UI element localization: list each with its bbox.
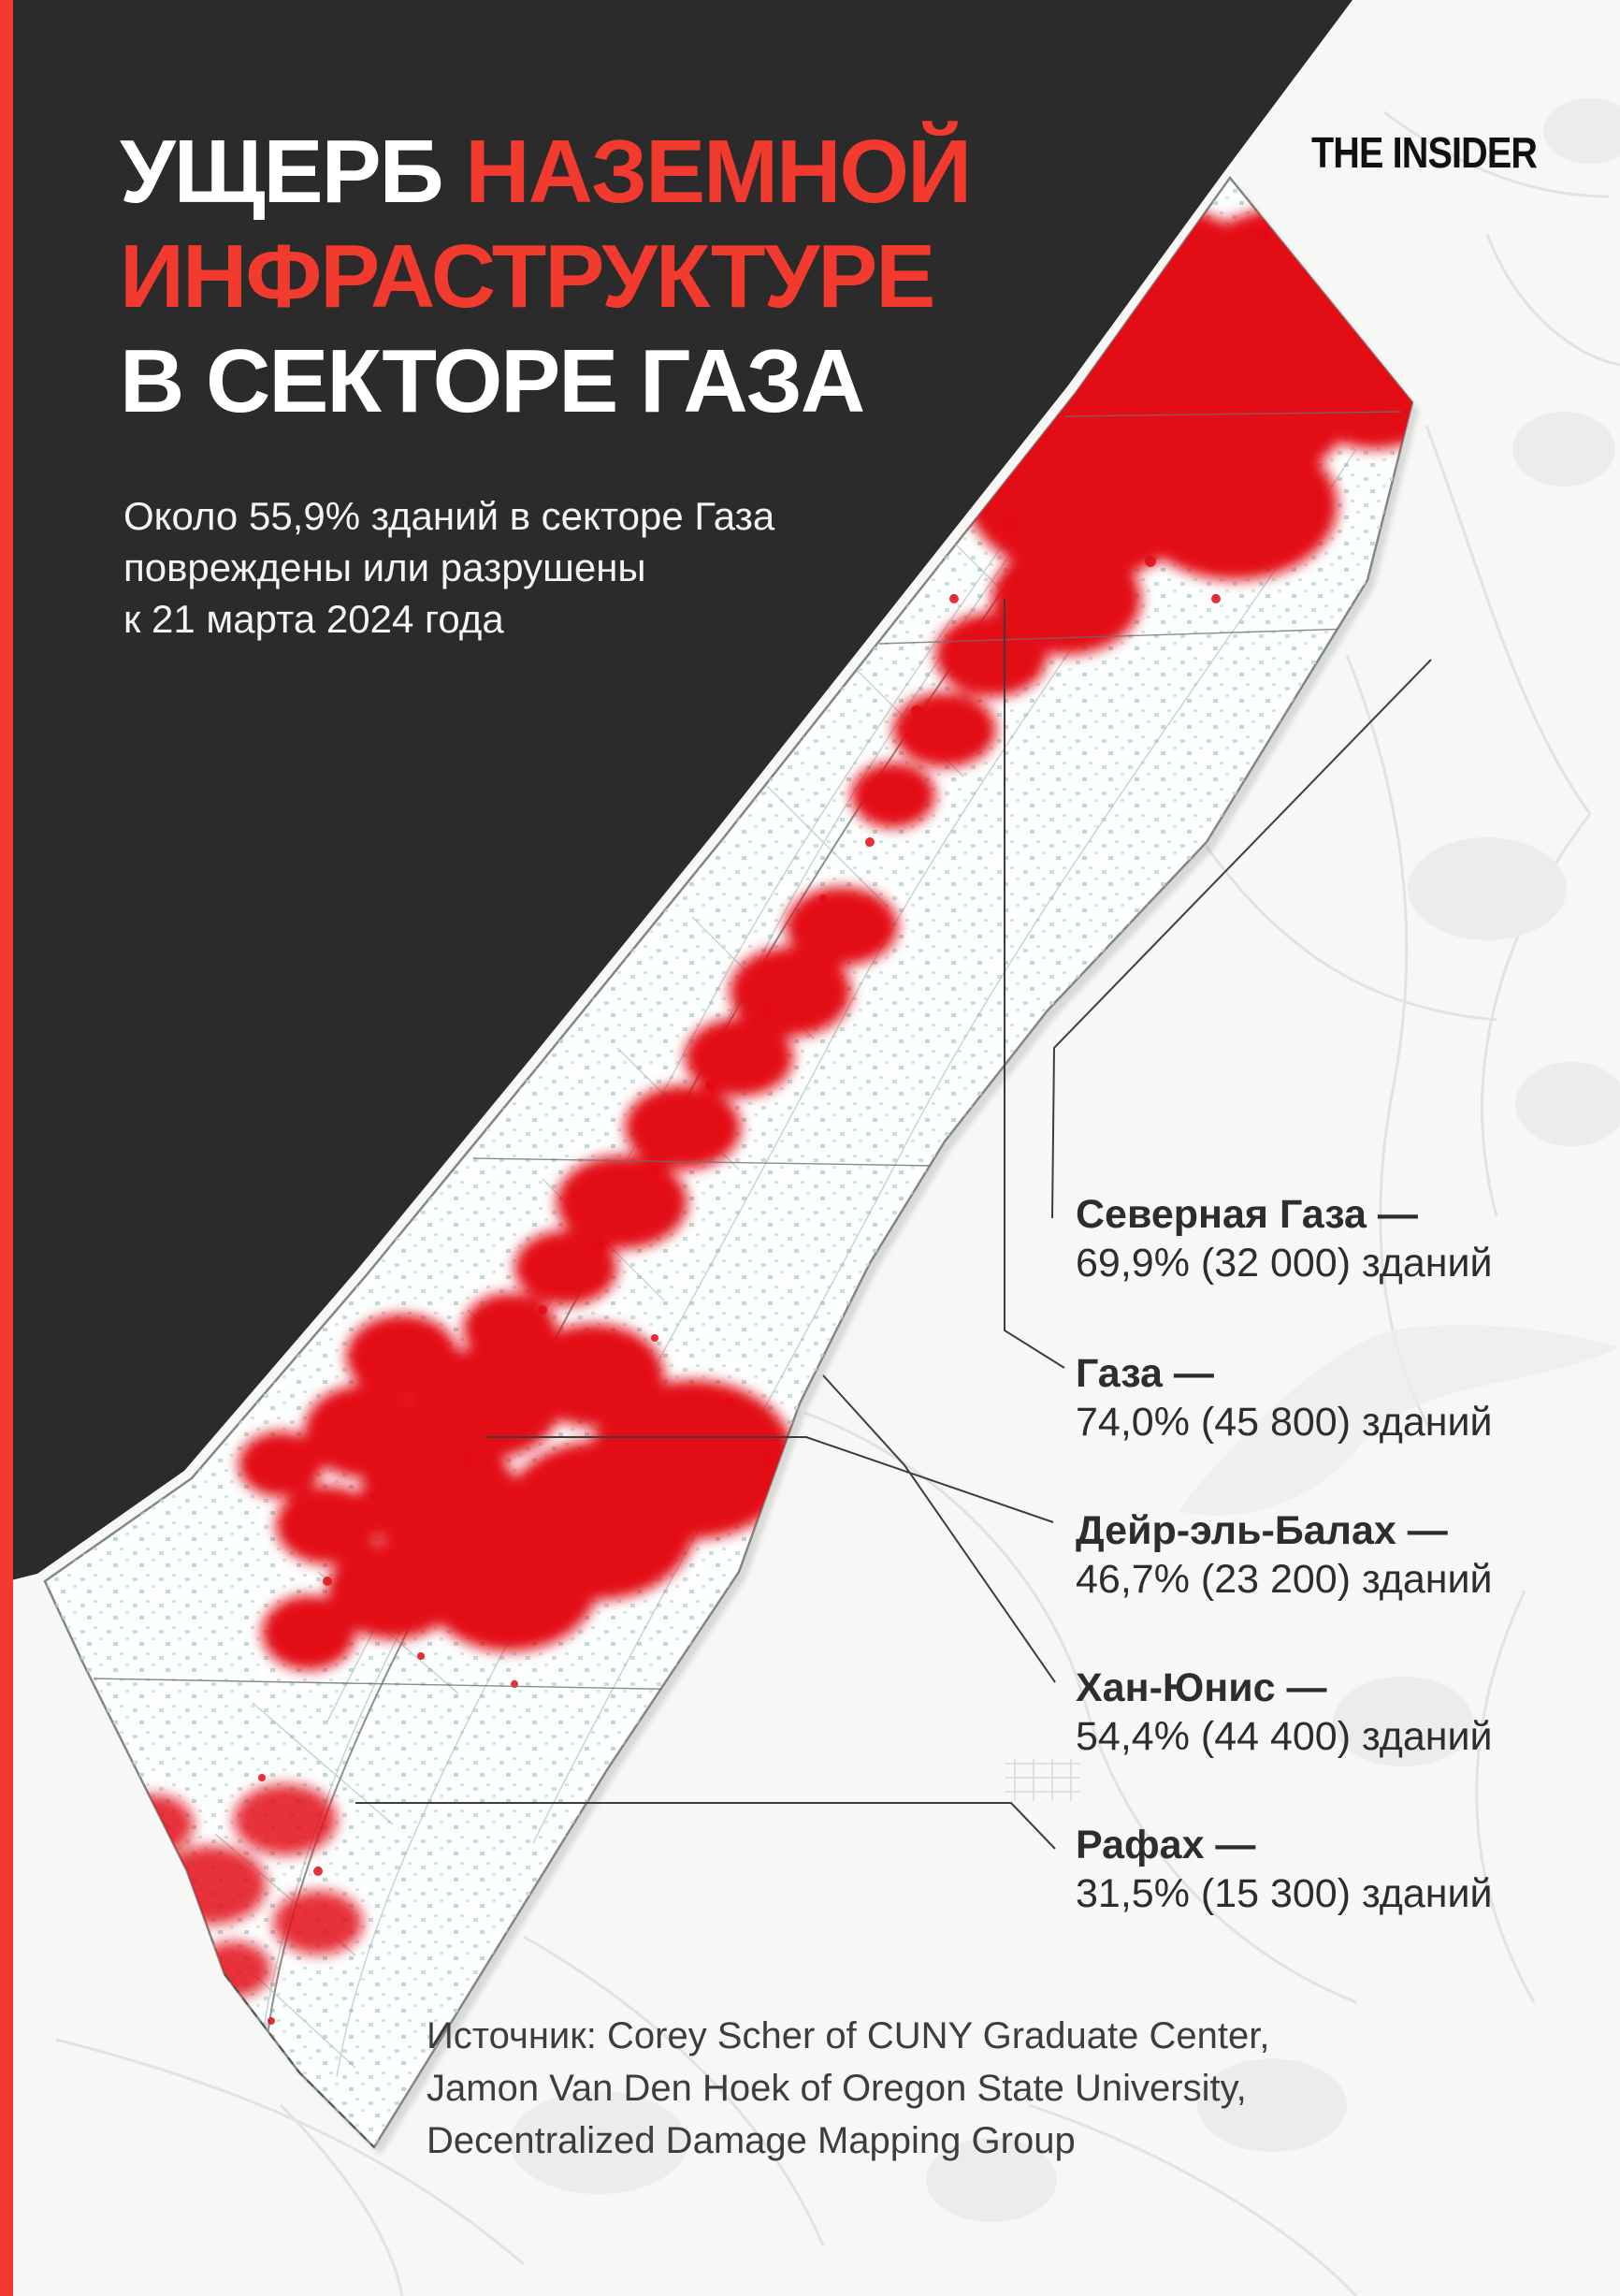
title-line-2: ИНФРАСТРУКТУРЕ	[120, 226, 934, 327]
region-name: Северная Газа —	[1076, 1192, 1418, 1237]
region-label-north-gaza	[1076, 1190, 1493, 1287]
region-stats: 69,9% (32 000) зданий	[1076, 1241, 1493, 1286]
title-word-ground: НАЗЕМНОЙ	[465, 122, 971, 222]
region-stats: 31,5% (15 300) зданий	[1076, 1871, 1493, 1916]
region-name: Газа —	[1076, 1351, 1214, 1396]
subtitle-line-3: к 21 марта 2024 года	[123, 597, 504, 641]
region-label-rafah	[1076, 1821, 1493, 1918]
region-name: Дейр-эль-Балах —	[1076, 1508, 1448, 1553]
source-line-3: Decentralized Damage Mapping Group	[427, 2120, 1076, 2161]
region-label-gaza	[1076, 1349, 1493, 1446]
source-note	[427, 2010, 1269, 2167]
region-name: Хан-Юнис —	[1076, 1665, 1327, 1710]
the-insider-logo: THE INSIDER	[1311, 128, 1538, 177]
region-stats: 54,4% (44 400) зданий	[1076, 1714, 1493, 1759]
region-stats: 46,7% (23 200) зданий	[1076, 1557, 1493, 1602]
page-title	[120, 120, 1195, 434]
source-line-2: Jamon Van Den Hoek of Oregon State University,	[427, 2068, 1247, 2109]
region-name: Рафах —	[1076, 1823, 1256, 1867]
region-stats: 74,0% (45 800) зданий	[1076, 1400, 1493, 1445]
subtitle-line-1: Около 55,9% зданий в секторе Газа	[123, 494, 775, 538]
region-label-deir-el-balah	[1076, 1506, 1493, 1604]
source-line-1: Источник: Corey Scher of CUNY Graduate Center,	[427, 2015, 1270, 2056]
title-word-damage: УЩЕРБ	[120, 122, 466, 222]
subtitle-line-2: повреждены или разрушены	[123, 545, 646, 589]
title-line-1	[120, 120, 1195, 225]
subtitle	[123, 490, 774, 645]
left-accent-stripe	[0, 0, 13, 2296]
title-line-3: В СЕКТОРЕ ГАЗА	[120, 331, 864, 431]
region-label-khan-yunis	[1076, 1664, 1493, 1761]
